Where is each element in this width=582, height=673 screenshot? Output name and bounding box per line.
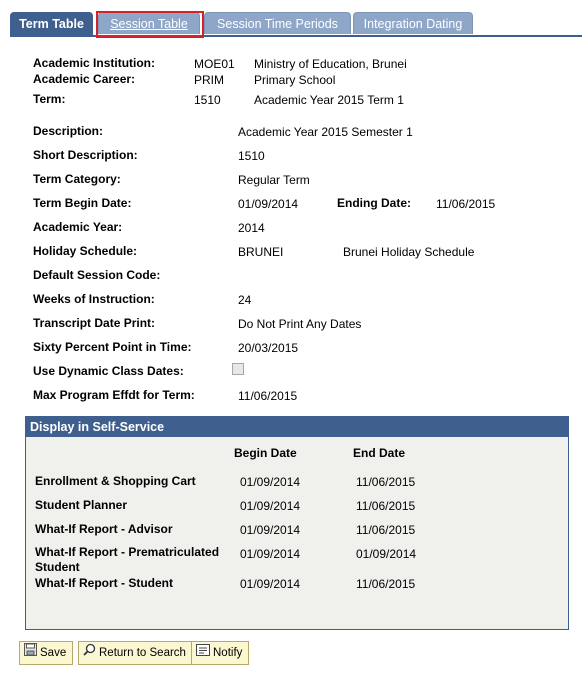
row-begin-date: 01/09/2014	[240, 499, 301, 513]
career-code: PRIM	[194, 73, 224, 87]
return-to-search-button[interactable]	[78, 641, 193, 665]
notify-button[interactable]	[191, 641, 249, 665]
description-label: Description:	[33, 124, 104, 138]
row-label-continued: Student	[35, 560, 80, 574]
career-name: Primary School	[254, 73, 336, 87]
career-label: Academic Career:	[33, 72, 136, 86]
end-date-header: End Date	[353, 446, 406, 460]
transcript-date-print-label: Transcript Date Print:	[33, 316, 156, 330]
short-description-label: Short Description:	[33, 148, 138, 162]
row-end-date: 01/09/2014	[356, 547, 417, 561]
notify-label: Notify	[213, 647, 243, 660]
save-icon	[24, 642, 37, 664]
institution-code: MOE01	[194, 57, 235, 71]
row-begin-date: 01/09/2014	[240, 523, 301, 537]
row-end-date: 11/06/2015	[356, 523, 416, 537]
self-service-title: Display in Self-Service	[26, 417, 568, 437]
holiday-schedule-label: Holiday Schedule:	[33, 244, 138, 258]
save-button[interactable]	[19, 641, 73, 665]
dynamic-class-dates-label: Use Dynamic Class Dates:	[33, 364, 184, 378]
weeks-of-instruction-value: 24	[238, 293, 252, 307]
term-name: Academic Year 2015 Term 1	[254, 93, 404, 107]
row-label: Enrollment & Shopping Cart	[35, 474, 196, 488]
transcript-date-print-value: Do Not Print Any Dates	[238, 317, 362, 331]
academic-year-value: 2014	[238, 221, 265, 235]
row-begin-date: 01/09/2014	[240, 547, 301, 561]
notify-icon	[196, 642, 210, 664]
term-begin-date-value: 01/09/2014	[238, 197, 299, 211]
return-to-search-label: Return to Search	[99, 647, 186, 660]
highlight-box	[96, 11, 204, 38]
short-description-value: 1510	[238, 149, 265, 163]
institution-label: Academic Institution:	[33, 56, 156, 70]
self-service-group	[25, 416, 569, 630]
term-label: Term:	[33, 92, 66, 106]
row-label: Student Planner	[35, 498, 128, 512]
sixty-percent-label: Sixty Percent Point in Time:	[33, 340, 192, 354]
tab-label: Session Time Periods	[217, 17, 338, 31]
tab-session-time-periods[interactable]	[204, 12, 351, 34]
ending-date-value: 11/06/2015	[436, 197, 496, 211]
term-code: 1510	[194, 93, 221, 107]
description-value: Academic Year 2015 Semester 1	[238, 125, 413, 139]
tab-integration-dating[interactable]	[353, 12, 473, 34]
row-label: What-If Report - Student	[35, 576, 173, 590]
tab-label: Session Table	[110, 17, 188, 31]
institution-name: Ministry of Education, Brunei	[254, 57, 407, 71]
tab-label: Term Table	[19, 17, 84, 31]
dynamic-class-dates-checkbox[interactable]	[232, 363, 244, 375]
max-program-effdt-value: 11/06/2015	[238, 389, 298, 403]
row-label: What-If Report - Prematriculated	[35, 545, 220, 559]
holiday-schedule-code: BRUNEI	[238, 245, 284, 259]
weeks-of-instruction-label: Weeks of Instruction:	[33, 292, 155, 306]
tab-term-table[interactable]	[10, 12, 93, 36]
term-category-value: Regular Term	[238, 173, 310, 187]
row-label: What-If Report - Advisor	[35, 522, 173, 536]
row-end-date: 11/06/2015	[356, 475, 416, 489]
search-icon	[83, 642, 96, 664]
ending-date-label: Ending Date:	[337, 196, 411, 210]
save-label: Save	[40, 647, 67, 660]
row-end-date: 11/06/2015	[356, 499, 416, 513]
academic-year-label: Academic Year:	[33, 220, 123, 234]
max-program-effdt-label: Max Program Effdt for Term:	[33, 388, 195, 402]
begin-date-header: Begin Date	[234, 446, 297, 460]
tab-label: Integration Dating	[363, 17, 463, 31]
row-begin-date: 01/09/2014	[240, 577, 301, 591]
holiday-schedule-name: Brunei Holiday Schedule	[343, 245, 475, 259]
row-end-date: 11/06/2015	[356, 577, 416, 591]
sixty-percent-value: 20/03/2015	[238, 341, 299, 355]
default-session-code-label: Default Session Code:	[33, 268, 161, 282]
row-begin-date: 01/09/2014	[240, 475, 301, 489]
term-category-label: Term Category:	[33, 172, 121, 186]
term-begin-date-label: Term Begin Date:	[33, 196, 132, 210]
